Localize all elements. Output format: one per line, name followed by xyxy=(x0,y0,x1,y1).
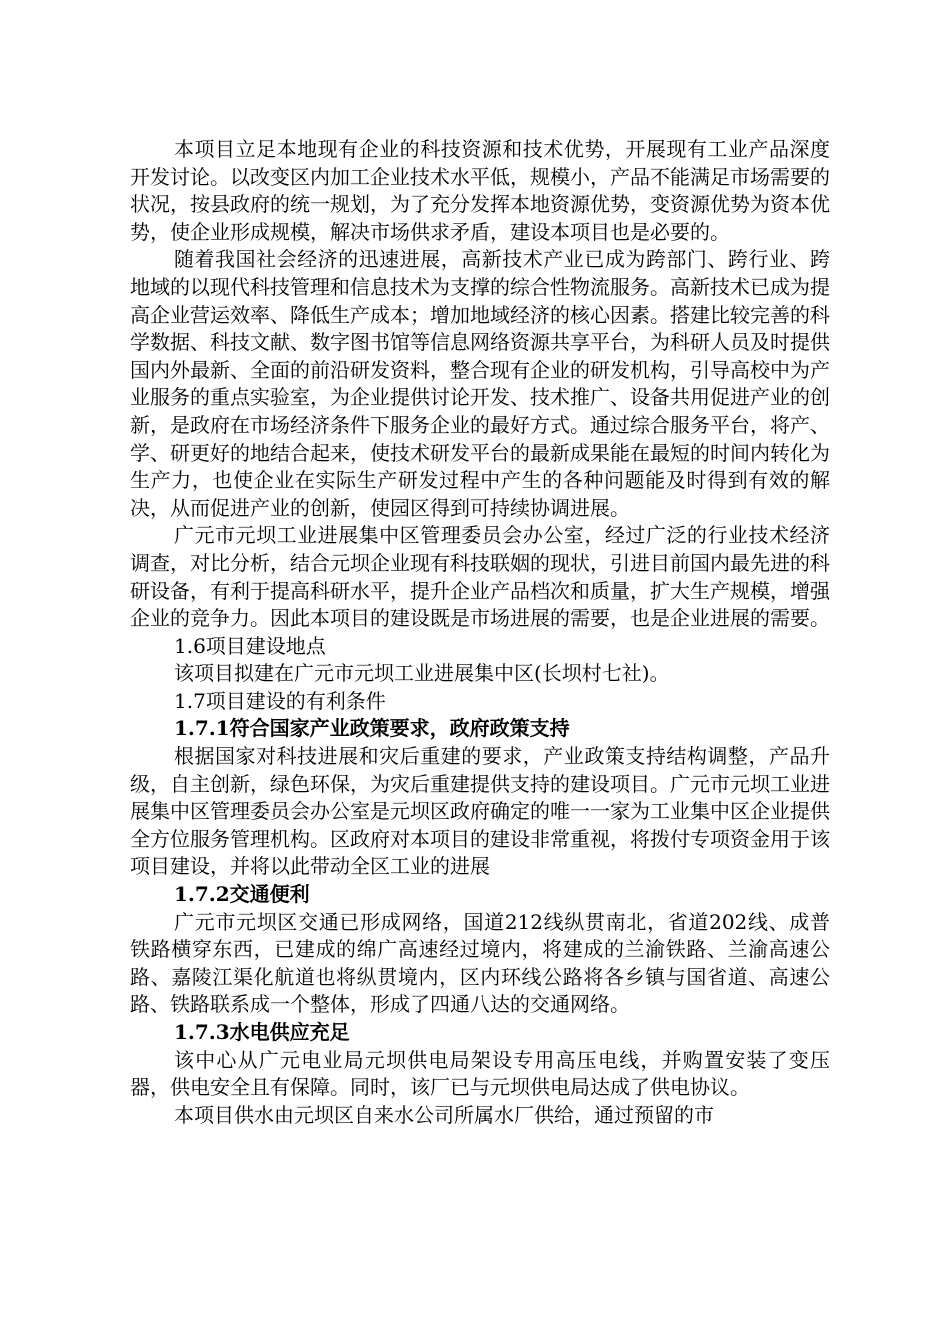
heading-1-7-conditions: 1.7项目建设的有利条件 xyxy=(174,688,386,713)
paragraph-location: 该项目拟建在广元市元坝工业进展集中区(长坝村七社)。 xyxy=(174,661,670,686)
paragraph-management-committee: 广元市元坝工业进展集中区管理委员会办公室，经过广泛的行业技术经济调查，对比分析，结合元坝企业现有科技联姻的现状，引进目前国内最先进的科研设备，有利于提高科研水平，提升企业产品档次和质量，扩大生产规模，增强企业的竞争力。因此本项目的建设既是市场进展的需要，也是企业进展的需要。 xyxy=(130,523,830,631)
paragraph-power-supply: 该中心从广元电业局元坝供电局架设专用高压电线，并购置安装了变压器，供电安全且有保障。同时，该厂已与元坝供电局达成了供电协议。 xyxy=(130,1047,830,1100)
paragraph-necessity: 本项目立足本地现有企业的科技资源和技术优势，开展现有工业产品深度开发讨论。以改变区内加工企业技术水平低，规模小，产品不能满足市场需要的状况，按县政府的统一规划，为了充分发挥本地资源优势，变资源优势为资本优势，使企业形成规模，解决市场供求矛盾，建设本项目也是必要的。 xyxy=(130,137,830,244)
paragraph-hightech: 随着我国社会经济的迅速进展，高新技术产业已成为跨部门、跨行业、跨地域的以现代科技管理和信息技术为支撑的综合性物流服务。高新技术已成为提高企业营运效率、降低生产成本；增加地域经济的核心因素。搭建比较完善的科学数据、科技文献、数字图书馆等信息网络资源共享平台，为科研人员及时提供国内外最新、全面的前沿研发资料，整合现有企业的研发机构，引导高校中为产业服务的重点实验室，为企业提供讨论开发、技术推广、设备共用促进产业的创新，是政府在市场经济条件下服务企业的最好方式。通过综合服务平台，将产、学、研更好的地结合起来，使技术研发平台的最新成果能在最短的时间内转化为生产力，也使企业在实际生产研发过程中产生的各种问题能及时得到有效的解决，从而促进产业的创新，使园区得到可持续协调进展。 xyxy=(130,247,830,520)
document-page xyxy=(130,136,830,1129)
paragraph-transport: 广元市元坝区交通已形成网络，国道212线纵贯南北，省道202线、成普铁路横穿东西，已建成的绵广高速经过境内，将建成的兰渝铁路、兰渝高速公路、嘉陵江渠化航道也将纵贯境内，区内环线公路将各乡镇与国省道、高速公路、铁路联系成一个整体，形成了四通八达的交通网络。 xyxy=(130,909,830,1017)
heading-1-6-location: 1.6项目建设地点 xyxy=(174,633,326,658)
paragraph-policy: 根据国家对科技进展和灾后重建的要求，产业政策支持结构调整，产品升级，自主创新，绿色环保，为灾后重建提供支持的建设项目。广元市元坝工业进展集中区管理委员会办公室是元坝区政府确定的唯一一家为工业集中区企业提供全方位服务管理机构。区政府对本项目的建设非常重视，将拨付专项资金用于该项目建设，并将以此带动全区工业的进展 xyxy=(130,744,830,879)
paragraph-water-supply: 本项目供水由元坝区自来水公司所属水厂供给，通过预留的市 xyxy=(174,1102,714,1127)
heading-1-7-3-utilities: 1.7.3水电供应充足 xyxy=(174,1020,350,1044)
heading-1-7-1-policy: 1.7.1符合国家产业政策要求，政府政策支持 xyxy=(174,716,570,741)
heading-1-7-2-transport: 1.7.2交通便利 xyxy=(174,882,310,907)
